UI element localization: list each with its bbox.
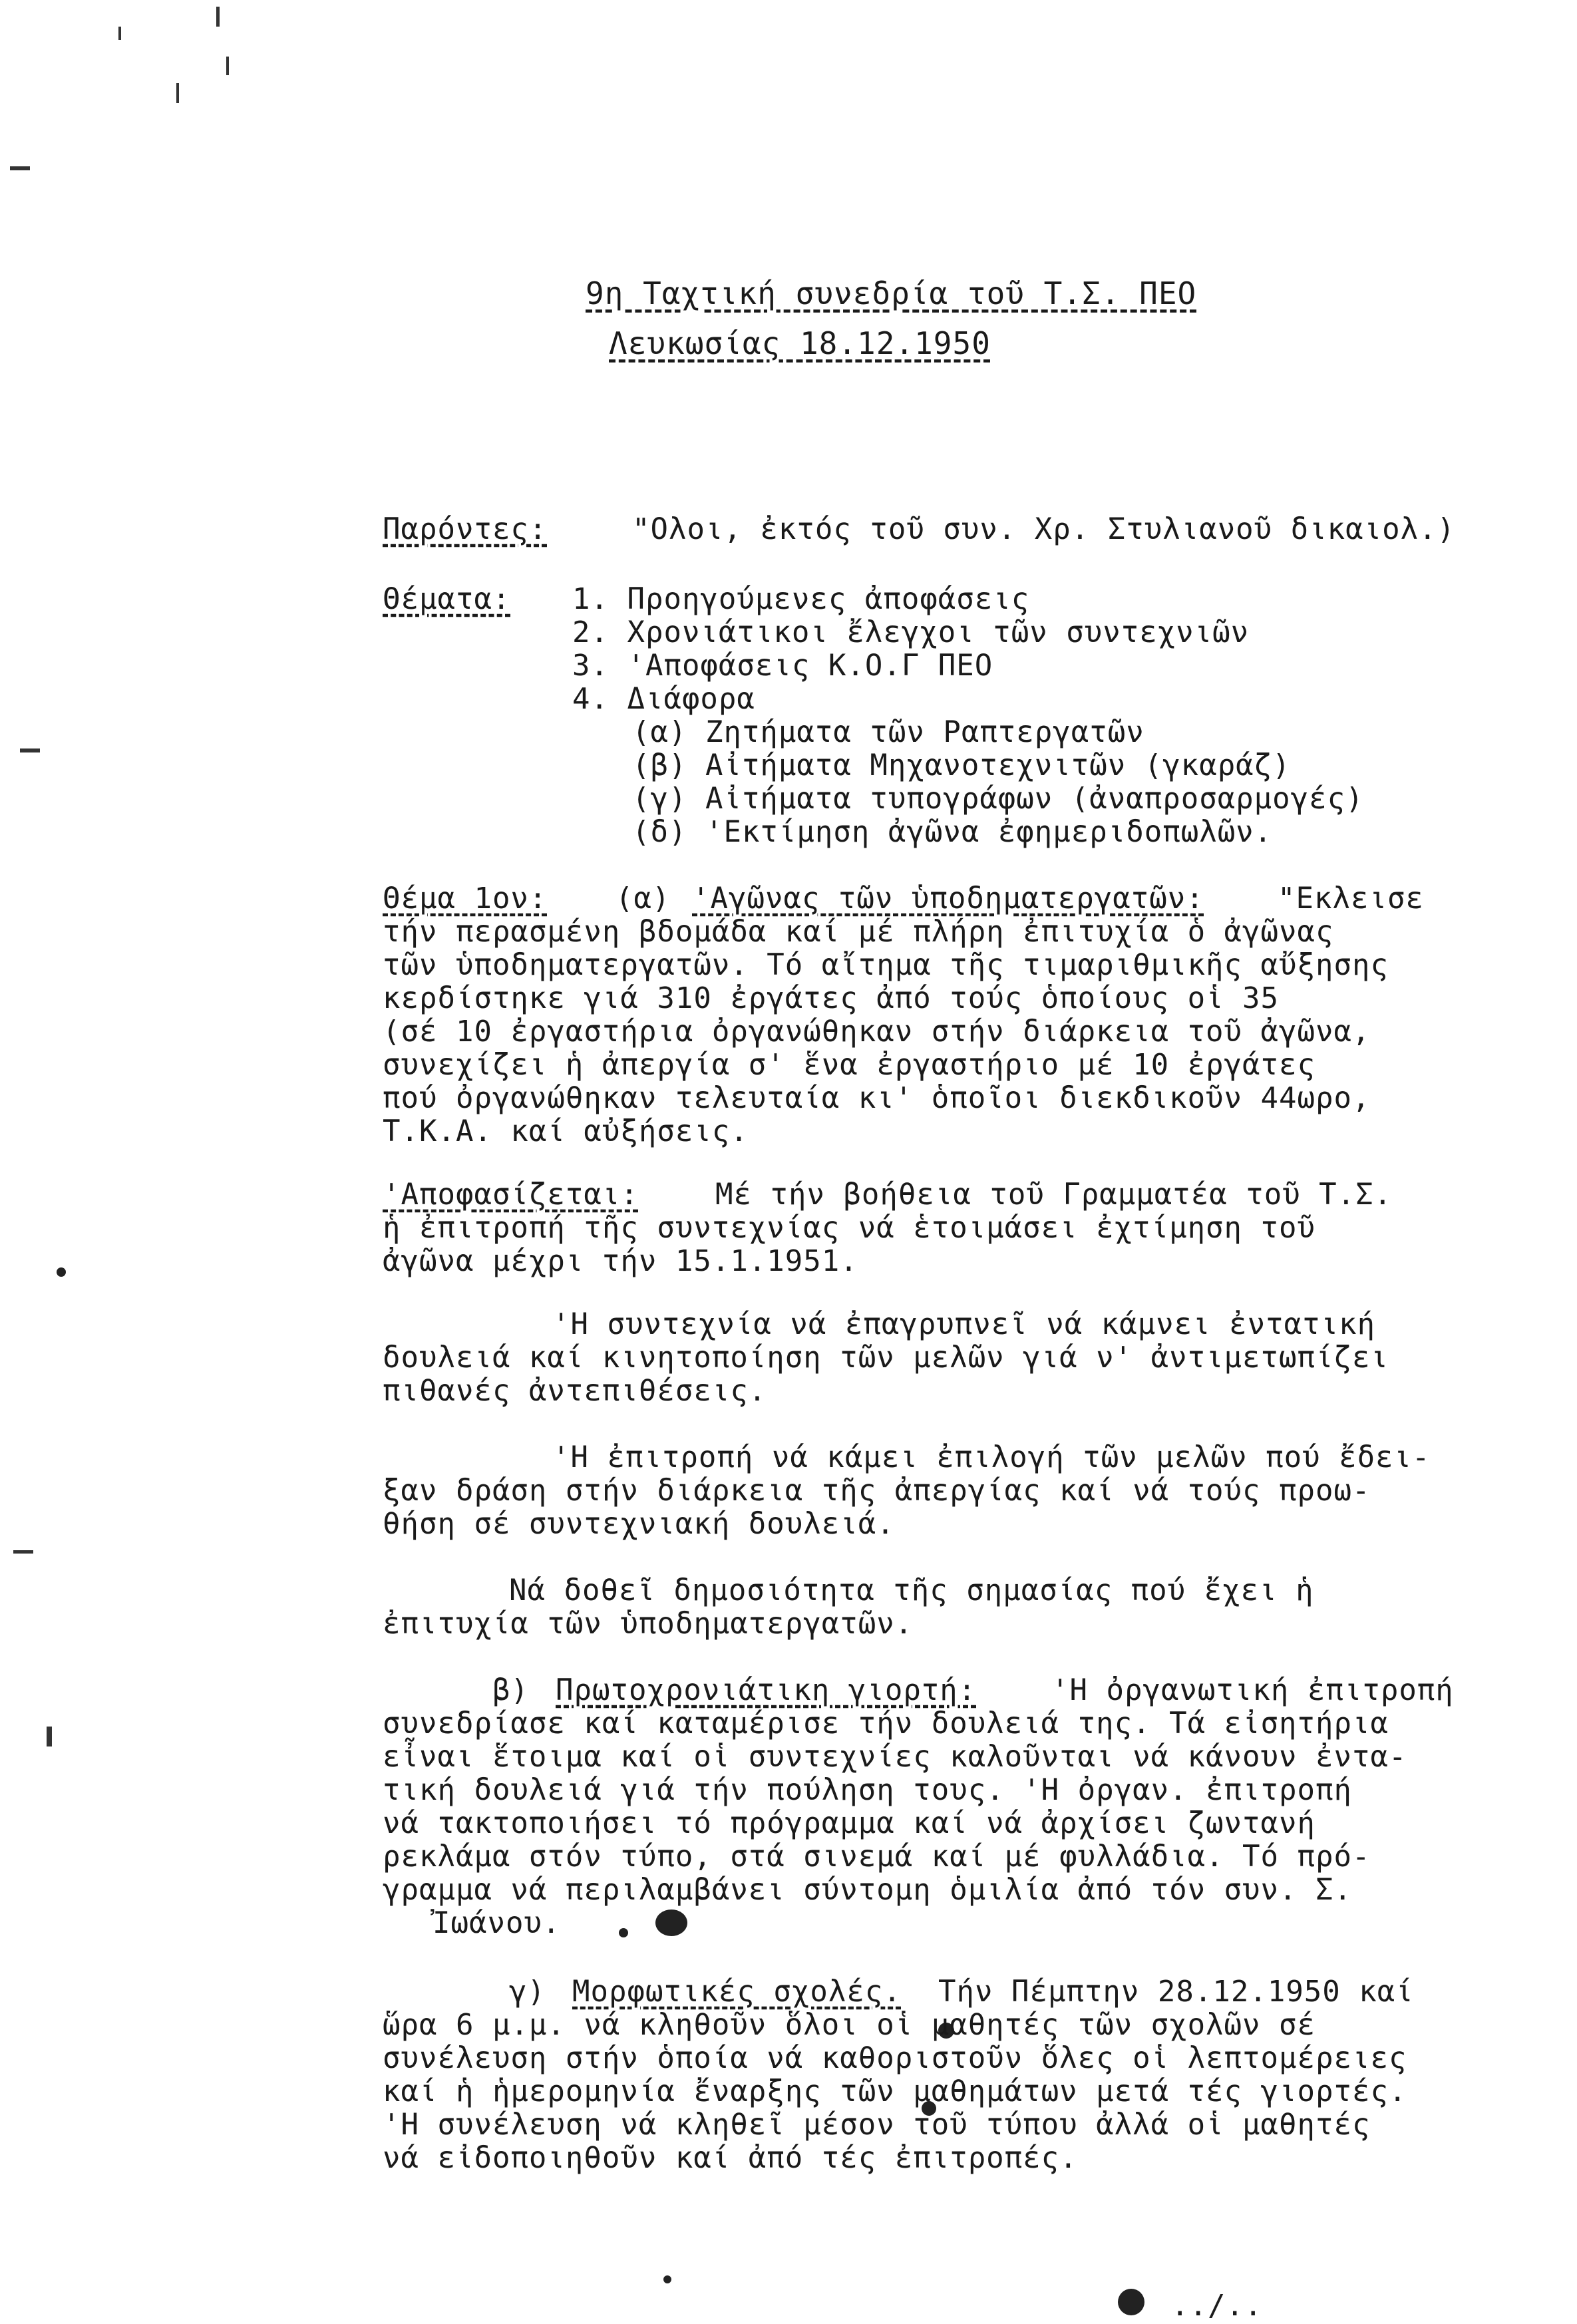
agenda-subitem: (α) Ζητήματα τῶν Ραπτεργατῶν <box>632 715 1144 749</box>
ink-dot <box>619 1928 628 1937</box>
scan-speck <box>118 27 121 40</box>
topic1-text: "Εκλεισε <box>1278 882 1424 915</box>
topic1b-text: ρεκλάμα στόν τύπο, στά σινεμά καί μέ φυλλάδια. Τό πρό- <box>383 1840 1371 1874</box>
topic1c-text: 'Η συνέλευση νά κληθεῖ μέσον τοῦ τύπου ἀλλά οἱ μαθητές <box>383 2108 1371 2142</box>
agenda-item: 4. Διάφορα <box>572 682 755 716</box>
topic1-label: Θέμα 1ον: <box>383 882 548 915</box>
topic1b-heading: Πρωτοχρονιάτικη γιορτή: <box>556 1673 977 1707</box>
topic1b-text: Ἰωάνου. <box>433 1906 561 1940</box>
topic1b-text: εἶναι ἕτοιμα καί οἱ συντεχνίες καλοῦνται νά κάνουν ἐντα- <box>383 1740 1407 1774</box>
agenda-subitem: (γ) Αἰτήματα τυπογράφων (ἀναπροσαρμογές) <box>632 782 1364 816</box>
attendees-text: "Ολοι, ἐκτός τοῦ συν. Χρ. Στυλιανοῦ δικαιολ.) <box>632 512 1456 546</box>
topic1-text: τήν περασμένη βδομάδα καί μέ πλήρη ἐπιτυχία ὁ ἀγῶνας <box>383 915 1334 949</box>
agenda-item: 3. 'Αποφάσεις Κ.Ο.Γ ΠΕΟ <box>572 649 993 683</box>
paragraph-text: πιθανές ἀντεπιθέσεις. <box>383 1374 767 1408</box>
decision-text: Μέ τήν βοήθεια τοῦ Γραμματέα τοῦ Τ.Σ. <box>715 1178 1393 1212</box>
topic1b-text: συνεδρίασε καί καταμέρισε τήν δουλειά της. Τά εἰσητήρια <box>383 1707 1389 1741</box>
topic1c-text: Τήν Πέμπτην 28.12.1950 καί <box>938 1975 1414 2009</box>
topic1-text: τῶν ὑποδηματεργατῶν. Τό αἴτημα τῆς τιμαριθμικῆς αὔξησης <box>383 948 1389 982</box>
topic1-prefix: (α) <box>615 882 671 915</box>
paragraph-text: ξαν δράση στήν διάρκεια τῆς ἀπεργίας καί νά τούς προω- <box>383 1474 1371 1508</box>
topic1b-text: γραμμα νά περιλαμβάνει σύντομη ὁμιλία ἀπό τόν συν. Σ. <box>383 1873 1352 1907</box>
ink-blot <box>655 1909 687 1936</box>
topic1c-prefix: γ) <box>509 1975 546 2009</box>
decision-text: ἡ ἐπιτροπή τῆς συντεχνίας νά ἑτοιμάσει ἐχτίμηση τοῦ <box>383 1211 1316 1245</box>
topic1-text: Τ.Κ.Α. καί αὐξήσεις. <box>383 1114 749 1148</box>
ink-dot <box>57 1267 66 1277</box>
topic1b-prefix: β) <box>492 1673 529 1707</box>
topic1-heading: 'Αγῶνας τῶν ὑποδηματεργατῶν: <box>692 882 1204 915</box>
scan-speck <box>216 7 220 27</box>
topic1-text: πού ὀργανώθηκαν τελευταία κι' ὁποῖοι διεκδικοῦν 44ωρο, <box>383 1081 1371 1115</box>
topic1-text: (σέ 10 ἐργαστήρια ὀργανώθηκαν στήν διάρκεια τοῦ ἀγῶνα, <box>383 1015 1371 1049</box>
agenda-subitem: (β) Αἰτήματα Μηχανοτεχνιτῶν (γκαράζ) <box>632 748 1291 782</box>
scan-speck <box>20 748 40 752</box>
topic1c-text: ὥρα 6 μ.μ. νά κληθοῦν ὅλοι οἱ μαθητές τῶν σχολῶν σέ <box>383 2008 1316 2042</box>
topic1b-text: νά τακτοποιήσει τό πρόγραμμα καί νά ἀρχίσει ζωντανή <box>383 1806 1316 1840</box>
paragraph-text: ἐπιτυχία τῶν ὑποδηματεργατῶν. <box>383 1607 914 1641</box>
scan-speck <box>226 57 229 75</box>
topic1b-text: τική δουλειά γιά τήν πούληση τους. 'Η ὀργαν. ἐπιτροπή <box>383 1773 1352 1807</box>
topic1-text: κερδίστηκε γιά 310 ἐργάτες ἀπό τούς ὁποίους οἱ 35 <box>383 981 1280 1015</box>
paragraph-text: 'Η συντεχνία νά ἐπαγρυπνεῖ νά κάμνει ἐντατική <box>552 1307 1376 1341</box>
topic1-text: συνεχίζει ἡ ἀπεργία σ' ἕνα ἐργαστήριο μέ 10 ἐργάτες <box>383 1048 1316 1082</box>
topic1c-text: καί ἡ ἡμερομηνία ἔναρξης τῶν μαθημάτων μετά τές γιορτές. <box>383 2075 1407 2108</box>
topic1c-text: νά εἰδοποιηθοῦν καί ἀπό τές ἐπιτροπές. <box>383 2141 1078 2175</box>
topic1c-heading: Μορφωτικές σχολές. <box>572 1975 902 2009</box>
scan-speck <box>47 1727 52 1746</box>
topic1b-text: 'Η ὀργανωτική ἐπιτροπή <box>1051 1673 1454 1707</box>
scan-speck <box>10 166 30 170</box>
ink-dot <box>663 2275 671 2283</box>
continuation-mark: ../.. <box>1171 2289 1263 2323</box>
page-title: 9η Ταχτική συνεδρία τοῦ Τ.Σ. ΠΕΟ <box>586 275 1197 311</box>
decision-label: 'Αποφασίζεται: <box>383 1178 639 1212</box>
page-subtitle: Λευκωσίας 18.12.1950 <box>609 325 991 361</box>
ink-blot <box>1118 2289 1144 2315</box>
paragraph-text: 'Η ἐπιτροπή νά κάμει ἐπιλογή τῶν μελῶν πού ἔδει- <box>552 1440 1431 1474</box>
decision-text: ἀγῶνα μέχρι τήν 15.1.1951. <box>383 1244 858 1278</box>
agenda-item: 1. Προηγούμενες ἀποφάσεις <box>572 582 1030 616</box>
scan-speck <box>176 83 179 103</box>
topic1c-text: συνέλευση στήν ὁποία νά καθοριστοῦν ὅλες οἱ λεπτομέρειες <box>383 2041 1407 2075</box>
scan-speck <box>13 1550 33 1554</box>
paragraph-text: Νά δοθεῖ δημοσιότητα τῆς σημασίας πού ἔχει ἡ <box>509 1574 1314 1607</box>
agenda-item: 2. Χρονιάτικοι ἔλεγχοι τῶν συντεχνιῶν <box>572 615 1250 649</box>
agenda-label: Θέματα: <box>383 582 511 616</box>
paragraph-text: θήση σέ συντεχνιακή δουλειά. <box>383 1507 895 1541</box>
attendees-label: Παρόντες: <box>383 512 548 546</box>
paragraph-text: δουλειά καί κινητοποίηση τῶν μελῶν γιά ν' ἀντιμετωπίζει <box>383 1341 1389 1375</box>
agenda-subitem: (δ) 'Εκτίμηση ἀγῶνα ἐφημεριδοπωλῶν. <box>632 815 1273 849</box>
